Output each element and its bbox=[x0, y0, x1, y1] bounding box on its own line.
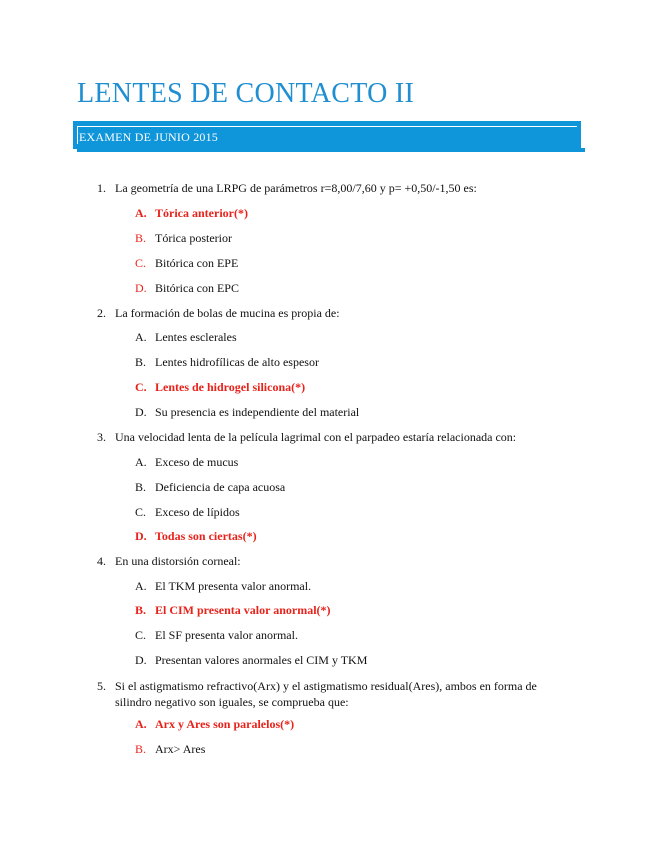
option-letter: D. bbox=[135, 405, 147, 419]
option-letter: A. bbox=[135, 206, 147, 220]
option-letter: A. bbox=[135, 330, 147, 344]
option-letter: B. bbox=[135, 355, 147, 369]
option-text: Lentes esclerales bbox=[155, 330, 237, 344]
option-text: El TKM presenta valor anormal. bbox=[155, 579, 312, 593]
question-text: La formación de bolas de mucina es propia de: bbox=[115, 306, 340, 320]
option-text: Lentes hidrofílicas de alto espesor bbox=[155, 355, 319, 369]
option-text: Exceso de lípidos bbox=[155, 505, 240, 519]
question-number: 2. bbox=[97, 306, 106, 320]
question-number: 1. bbox=[97, 181, 106, 195]
option-text: Bitórica con EPE bbox=[155, 256, 239, 270]
question-text: La geometría de una LRPG de parámetros r=8,00/7,60 y p= +0,50/-1,50 es: bbox=[115, 181, 477, 195]
option-letter: B. bbox=[135, 480, 147, 494]
question-text: En una distorsión corneal: bbox=[115, 554, 241, 568]
question-text: Si el astigmatismo refractivo(Arx) y el astigmatismo residual(Ares), ambos en forma de silindro negativo son iguales, se comprueba que: bbox=[115, 679, 537, 709]
option-text: Presentan valores anormales el CIM y TKM bbox=[155, 653, 368, 667]
option-text: Su presencia es independiente del material bbox=[155, 405, 360, 419]
option-text: Tórica anterior(*) bbox=[155, 206, 248, 220]
option-text: Tórica posterior bbox=[155, 231, 232, 245]
option-text: Lentes de hidrogel silicona(*) bbox=[155, 380, 306, 394]
question-number: 4. bbox=[97, 554, 106, 568]
option-letter: A. bbox=[135, 717, 147, 731]
option-text: Exceso de mucus bbox=[155, 455, 239, 469]
question-text: Una velocidad lenta de la película lagrimal con el parpadeo estaría relacionada con: bbox=[115, 430, 517, 444]
exam-banner bbox=[73, 121, 581, 149]
option-letter: B. bbox=[135, 231, 147, 245]
question-number: 5. bbox=[97, 679, 106, 693]
option-letter: B. bbox=[135, 742, 147, 756]
option-letter: C. bbox=[135, 380, 147, 394]
exam-subtitle: EXAMEN DE JUNIO 2015 bbox=[79, 130, 218, 144]
option-letter: D. bbox=[135, 653, 147, 667]
option-text: Arx y Ares son paralelos(*) bbox=[155, 717, 295, 731]
option-letter: D. bbox=[135, 529, 147, 543]
option-letter: A. bbox=[135, 579, 147, 593]
option-text: Bitórica con EPC bbox=[155, 281, 239, 295]
question-number: 3. bbox=[97, 430, 106, 444]
option-letter: D. bbox=[135, 281, 147, 295]
option-text: El CIM presenta valor anormal(*) bbox=[155, 603, 331, 617]
option-letter: A. bbox=[135, 455, 147, 469]
option-text: Deficiencia de capa acuosa bbox=[155, 480, 286, 494]
option-letter: C. bbox=[135, 628, 147, 642]
option-letter: C. bbox=[135, 256, 147, 270]
option-letter: C. bbox=[135, 505, 147, 519]
page-title: LENTES DE CONTACTO II bbox=[77, 78, 415, 109]
option-text: Arx> Ares bbox=[155, 742, 206, 756]
option-letter: B. bbox=[135, 603, 147, 617]
option-text: El SF presenta valor anormal. bbox=[155, 628, 298, 642]
option-text: Todas son ciertas(*) bbox=[155, 529, 257, 543]
